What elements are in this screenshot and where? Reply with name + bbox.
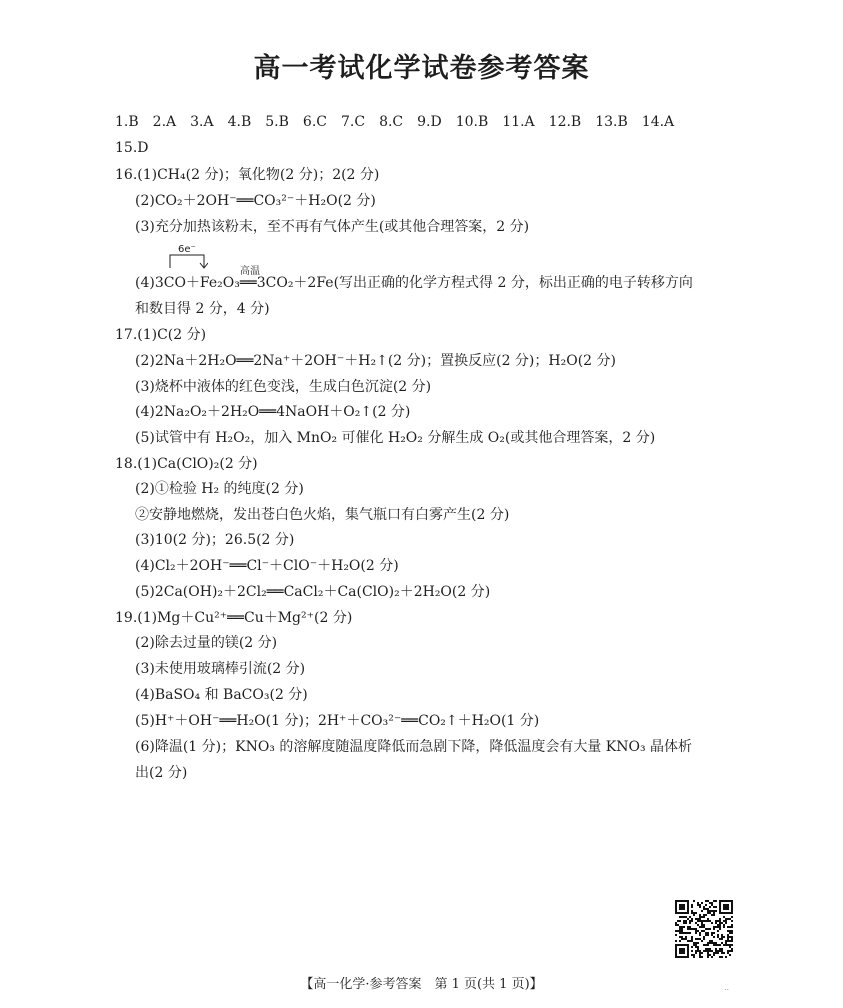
q16-part1: 16.(1)CH₄(2 分)；氧化物(2 分)；2(2 分) (115, 167, 380, 183)
mcq-answer: 8.C (379, 114, 404, 130)
q17-part2: (2)2Na＋2H₂O══2Na⁺＋2OH⁻＋H₂↑(2 分)；置换反应(2 分)；H₂O(2 分) (135, 353, 616, 369)
mcq-answer-15: 15.D (115, 140, 149, 156)
q17-part4: (4)2Na₂O₂＋2H₂O══4NaOH＋O₂↑(2 分) (135, 404, 411, 420)
page-title: 高一考试化学试卷参考答案 (253, 53, 590, 84)
mcq-answer: 13.B (595, 114, 628, 130)
mcq-answer: 11.A (502, 114, 535, 130)
electron-transfer-arrow-icon (168, 252, 208, 270)
mcq-answer: 12.B (548, 114, 582, 130)
page-footer: 【高一化学·参考答案 第 1 页(共 1 页)】 (300, 977, 543, 992)
mcq-answers-row (115, 113, 688, 131)
q17-part1: 17.(1)C(2 分) (115, 327, 207, 343)
mcq-answer: 6.C (302, 114, 327, 130)
reaction-condition: 高温 (240, 266, 260, 277)
q16-part4: (4)3CO＋Fe₂O₃══3CO₂＋2Fe(写出正确的化学方程式得 2 分，标出正确的电子转移方向 (135, 275, 693, 291)
q19-part4: (4)BaSO₄ 和 BaCO₃(2 分) (135, 687, 308, 703)
q18-part1: 18.(1)Ca(ClO)₂(2 分) (115, 456, 258, 472)
q18-part2: (2)①检验 H₂ 的纯度(2 分) (135, 481, 304, 497)
q18-part4: (4)Cl₂＋2OH⁻══Cl⁻＋ClO⁻＋H₂O(2 分) (135, 558, 399, 574)
q19-part3: (3)未使用玻璃棒引流(2 分) (135, 661, 306, 677)
q16-part3: (3)充分加热该粉末，至不再有气体产生(或其他合理答案，2 分) (135, 219, 530, 235)
mcq-answer: 7.C (340, 114, 366, 130)
mcq-answer: 1.B (115, 114, 139, 130)
q19-part1: 19.(1)Mg＋Cu²⁺══Cu＋Mg²⁺(2 分) (115, 610, 353, 626)
q19-part2: (2)除去过量的镁(2 分) (135, 635, 278, 651)
q17-part3: (3)烧杯中液体的红色变浅，生成白色沉淀(2 分) (135, 379, 432, 395)
mcq-answer: 5.B (265, 114, 289, 130)
q19-part6: (6)降温(1 分)；KNO₃ 的溶解度随温度降低而急剧下降，降低温度会有大量 KNO₃ 晶体析 (135, 739, 693, 755)
q19-part5: (5)H⁺＋OH⁻══H₂O(1 分)；2H⁺＋CO₃²⁻══CO₂↑＋H₂O(1 分) (135, 713, 540, 729)
q18-part5: (5)2Ca(OH)₂＋2Cl₂══CaCl₂＋Ca(ClO)₂＋2H₂O(2 分) (135, 584, 491, 600)
mcq-answer: 3.A (190, 114, 214, 130)
q16-part4-continued: 和数目得 2 分，4 分) (135, 301, 270, 317)
qr-code-icon (675, 900, 733, 958)
mcq-answer: 2.A (152, 114, 177, 130)
mcq-answer: 14.A (641, 114, 675, 130)
mcq-answer: 9.D (417, 114, 442, 130)
electron-transfer-label: 6e⁻ (178, 244, 196, 255)
mcq-answer: 4.B (227, 114, 252, 130)
q16-part2: (2)CO₂＋2OH⁻══CO₃²⁻＋H₂O(2 分) (135, 193, 376, 209)
q19-part6-continued: 出(2 分) (135, 765, 188, 781)
q17-part5: (5)试管中有 H₂O₂，加入 MnO₂ 可催化 H₂O₂ 分解生成 O₂(或其他合理答案，2 分) (135, 430, 656, 446)
mcq-answer: 10.B (455, 114, 489, 130)
corner-mark: .. (724, 983, 730, 992)
q18-part2b: ②安静地燃烧，发出苍白色火焰，集气瓶口有白雾产生(2 分) (135, 507, 510, 523)
q18-part3: (3)10(2 分)；26.5(2 分) (135, 532, 295, 548)
